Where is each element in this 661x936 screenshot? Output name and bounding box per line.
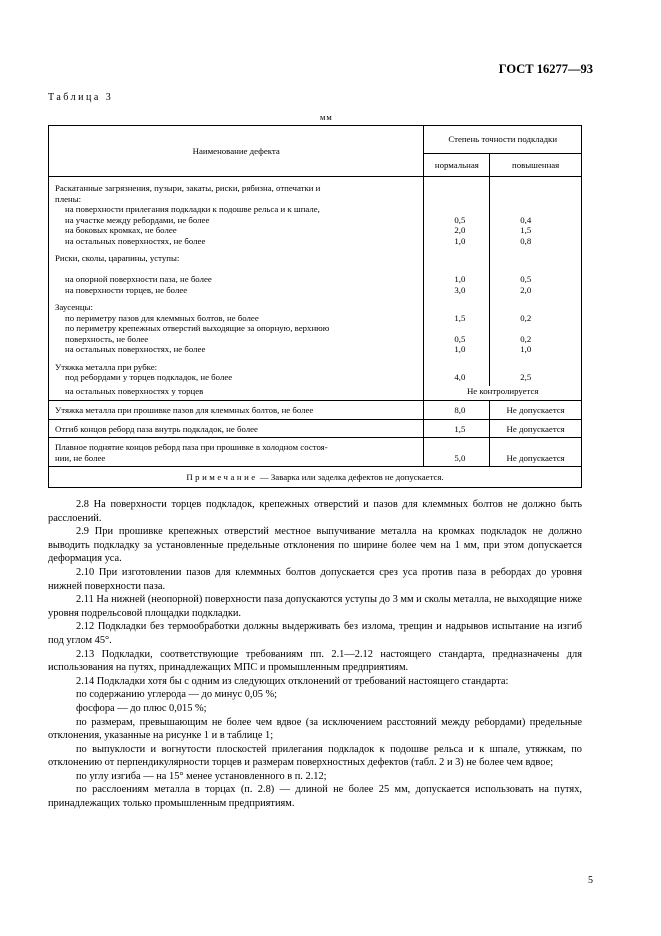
defect-name-cell (49, 419, 424, 438)
column-header-accuracy: Степень точности подкладки (424, 126, 582, 154)
high-value: 0,4 (520, 214, 532, 225)
high-value: 0,2 (520, 312, 532, 323)
high-value: 0,8 (520, 235, 532, 246)
paragraph: 2.10 При изготовлении пазов для клеммных болтов допускается срез уса против паза в ребордах до уровня нижней поверхности паза. (48, 566, 582, 592)
normal-value: 4,0 (454, 372, 466, 382)
normal-value: 1,0 (454, 235, 466, 246)
high-value-cell (490, 249, 582, 298)
defect-line (55, 264, 419, 275)
normal-value: 0,5 (454, 214, 466, 225)
normal-value-cell: 1,5 (424, 419, 490, 438)
normal-value (454, 323, 489, 334)
high-value: 1,0 (520, 344, 532, 354)
defect-line: Заусенцы: (55, 302, 93, 312)
defect-line: на остальных поверхностях, не более (65, 235, 206, 246)
high-value: 2,5 (520, 372, 532, 382)
high-value: 2,0 (520, 284, 532, 295)
normal-value (454, 302, 489, 313)
high-value-cell (490, 177, 582, 250)
column-header-normal: нормальная (424, 153, 490, 176)
defect-line: на боковых кромках, не более (65, 225, 177, 235)
normal-value: 1,0 (454, 344, 466, 354)
merged-value-cell: Не контролируется (424, 386, 582, 401)
normal-value-cell (424, 249, 490, 298)
normal-value: 1,5 (454, 312, 466, 323)
column-header-high: повышенная (490, 153, 582, 176)
high-value-cell (490, 298, 582, 358)
normal-value-cell (424, 298, 490, 358)
high-value (520, 194, 581, 205)
defect-name-cell (49, 401, 424, 420)
paragraph: 2.8 На поверхности торцев подкладок, крепежных отверстий и пазов для клеммных болтов не должно быть расслоений. (48, 499, 582, 524)
defect-line: Отгиб концов реборд паза внутрь подкладок, не более (55, 423, 258, 434)
defect-line: на остальных поверхностях у торцев (65, 385, 204, 396)
table-row (49, 386, 582, 401)
table-row (49, 298, 582, 358)
table-row (49, 438, 582, 467)
normal-value: 3,0 (454, 284, 466, 295)
table-row (49, 358, 582, 386)
defects-table (48, 125, 582, 488)
high-value-cell: Не допускается (490, 419, 582, 438)
defect-line: на опорной поверхности паза, не более (65, 274, 212, 284)
normal-value: 1,0 (454, 274, 466, 284)
table-row (49, 401, 582, 420)
defect-line: нии, не более (55, 452, 106, 463)
defect-name-cell (49, 438, 424, 467)
high-value-cell: Не допускается (490, 401, 582, 420)
normal-value-cell (424, 358, 490, 386)
table-label: Таблица 3 (48, 92, 114, 103)
high-value: 1,5 (520, 225, 532, 235)
body-text (48, 498, 582, 811)
defect-line: поверхность, не более (65, 333, 149, 344)
high-value (520, 183, 581, 194)
high-value: 0,5 (520, 274, 532, 284)
paragraph: 2.11 На нижней (неопорной) поверхности паза допускаются уступы до 3 мм и сколы металла, не выходящие ниже уровня подрельсовой площадки подкладки. (48, 594, 582, 619)
defect-line: под ребордами у торцев подкладок, не более (65, 372, 233, 382)
normal-value (454, 264, 489, 275)
standard-number: ГОСТ 16277—93 (498, 62, 593, 76)
defect-line: на остальных поверхностях, не более (65, 344, 206, 354)
paragraph: по размерам, превышающим не более чем вдвое (за исключением расстояний между ребордами) предельные отклонения, указанные на рисунке 1 и в таблице 1; (48, 716, 582, 742)
defect-name-cell (49, 177, 424, 250)
normal-value (454, 253, 489, 264)
defect-line: Утяжка металла при прошивке пазов для клеммных болтов, не более (55, 405, 314, 415)
normal-value (454, 362, 489, 373)
high-value-cell (490, 358, 582, 386)
high-value-cell: Не допускается (490, 438, 582, 467)
paragraph: фосфора — до плюс 0,015 %; (76, 702, 207, 714)
high-value (520, 302, 581, 313)
normal-value (454, 204, 489, 215)
column-header-defect-name: Наименование дефекта (49, 126, 424, 177)
defect-name-cell (49, 358, 424, 386)
table-unit: мм (320, 112, 333, 122)
table-row (49, 177, 582, 250)
paragraph: по углу изгиба — на 15° менее установленного в п. 2.12; (76, 770, 327, 782)
defect-name-cell (49, 298, 424, 358)
high-value (520, 253, 581, 264)
normal-value-cell: 8,0 (424, 401, 490, 420)
defect-line: по периметру пазов для клеммных болтов, не более (65, 312, 259, 323)
table-row (49, 249, 582, 298)
paragraph: по выпуклости и вогнутости плоскостей прилегания подкладок к подошве рельса и к шпале, утяжкам, по отклонению от перпендикулярности торцев и размерам поверхностных дефектов (табл. 2 и 3) не более чем вдвое; (48, 743, 582, 769)
high-value: 0,2 (520, 333, 532, 344)
defect-line: Раскатанные загрязнения, пузыри, закаты, риски, рябизна, отпечатки и (55, 183, 321, 193)
note-label: Примечание (186, 471, 258, 482)
normal-value: 2,0 (454, 225, 466, 235)
paragraph: 2.13 Подкладки, соответствующие требованиям пп. 2.1—2.12 настоящего стандарта, предназначены для использования на путях, принадлежащих МПС и промышленным предприятиям. (48, 648, 582, 674)
high-value (520, 204, 581, 215)
defect-line: на поверхности торцев, не более (65, 284, 188, 295)
table-note-row (49, 467, 582, 488)
normal-value (454, 194, 489, 205)
defect-line: Риски, сколы, царапины, уступы: (55, 253, 180, 263)
normal-value-cell (424, 177, 490, 250)
paragraph: 2.12 Подкладки без термообработки должны выдерживать без излома, трещин и надрывов испытание на изгиб под углом 45°. (48, 621, 582, 646)
defect-line: по периметру крепежных отверстий выходящие за опорную, верхнюю (65, 323, 330, 333)
defect-line: на поверхности прилегания подкладки к подошве рельса и к шпале, (65, 204, 320, 214)
high-value (520, 362, 581, 373)
defect-line: на участке между ребордами, не более (65, 214, 210, 225)
defect-line: Утяжка металла при рубке: (55, 361, 158, 372)
defect-name-cell (49, 249, 424, 298)
high-value (520, 264, 581, 275)
table-row (49, 419, 582, 438)
normal-value: 0,5 (454, 333, 466, 344)
normal-value (454, 183, 489, 194)
paragraph: по расслоениям металла в торцах (п. 2.8) — длиной не более 25 мм, допускается использовать на путях, принадлежащих только промышленным предприятиям. (48, 784, 582, 810)
page-number: 5 (588, 875, 593, 886)
defect-line: плены: (55, 193, 82, 204)
note-text: — Заварка или заделка дефектов не допускается. (257, 471, 444, 482)
defect-line: Плавное поднятие концов реборд паза при прошивке в холодном состоя- (55, 442, 328, 452)
high-value (520, 323, 581, 334)
normal-value-cell: 5,0 (424, 438, 490, 467)
paragraph: 2.14 Подкладки хотя бы с одним из следующих отклонений от требований настоящего стандарта: (76, 675, 509, 687)
paragraph: по содержанию углерода — до минус 0,05 %; (76, 689, 278, 701)
paragraph: 2.9 При прошивке крепежных отверстий местное выпучивание металла на кромках подкладок не должно выводить подкладку за установленные предельные отклонения по ширине более чем на 1 мм, при этом допускается деформация уса. (48, 526, 582, 565)
